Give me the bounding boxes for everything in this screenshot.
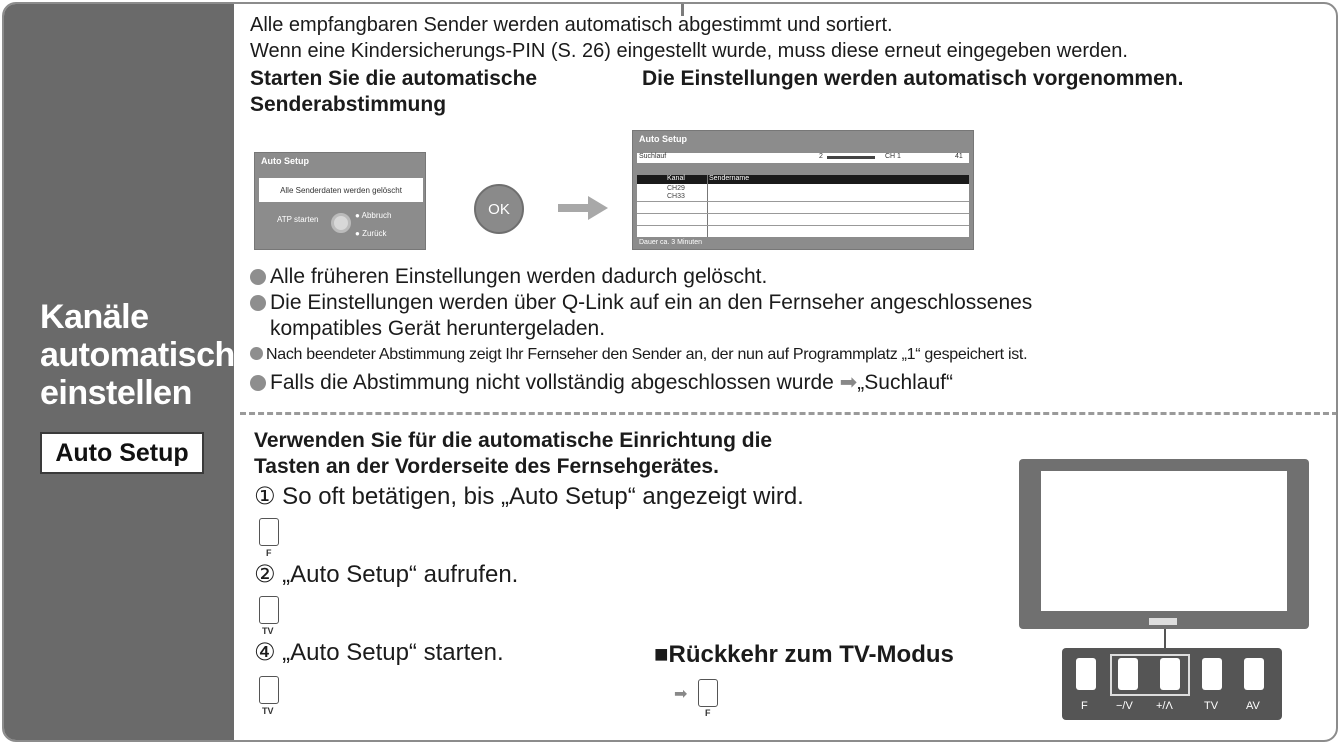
arrow-ref-icon: ➡	[839, 371, 858, 394]
bullet-3: Nach beendeter Abstimmung zeigt Ihr Fernseher den Sender an, der nun auf Programmplatz „1“ gespeichert ist.	[250, 344, 1027, 366]
key-tv-label: TV	[262, 706, 274, 716]
auto-setup-screen-start	[254, 152, 426, 250]
bullet-icon	[250, 347, 263, 360]
section-title: Kanäle automatisch einstellen	[40, 298, 235, 412]
screen-title: Auto Setup	[261, 156, 309, 166]
screen-title: Auto Setup	[639, 134, 687, 144]
channel-table	[637, 175, 969, 237]
bullet-icon	[250, 375, 266, 391]
atp-start-label: ATP starten	[277, 215, 319, 224]
panel-key-tv	[1202, 658, 1222, 690]
sidebar	[4, 4, 234, 740]
panel-key-plus	[1160, 658, 1180, 690]
panel-key-f	[1076, 658, 1096, 690]
duration-label: Dauer ca. 3 Minuten	[639, 239, 703, 246]
front-panel	[1062, 648, 1282, 720]
delete-message: Alle Senderdaten werden gelöscht	[259, 178, 423, 202]
auto-setup-screen-progress	[632, 130, 974, 250]
tv-screen	[1041, 471, 1287, 611]
key-tv-icon	[259, 596, 279, 624]
cancel-label: ● Abbruch	[355, 211, 392, 220]
intro-line-1: Alle empfangbaren Sender werden automatisch abgestimmt und sortiert.	[250, 14, 893, 36]
panel-connector	[1164, 629, 1166, 649]
channel-table-header: Kanal Sendername	[637, 175, 969, 184]
intro-line-2: Wenn eine Kindersicherungs-PIN (S. 26) eingestellt wurde, muss diese erneut eingegeben werden.	[250, 40, 1128, 62]
dpad-icon	[331, 213, 351, 233]
front-keys-heading-1: Verwenden Sie für die automatische Einrichtung die	[254, 429, 773, 452]
bullet-1: Alle früheren Einstellungen werden dadurch gelöscht.	[250, 264, 767, 290]
key-f-icon	[259, 518, 279, 546]
back-label: ● Zurück	[355, 229, 387, 238]
right-arrow-icon	[558, 194, 610, 222]
dashed-divider	[240, 412, 1338, 415]
start-heading-1: Starten Sie die automatische	[250, 67, 538, 90]
key-f-label: F	[705, 708, 711, 718]
bullet-4: Falls die Abstimmung nicht vollständig abgeschlossen wurde ➡„Suchlauf“	[250, 370, 953, 396]
start-heading-2: Senderabstimmung	[250, 93, 447, 116]
step-2-text: ② „Auto Setup“ aufrufen.	[254, 561, 519, 588]
panel-label-plus: +/Λ	[1156, 700, 1173, 712]
channel-rows: CH29 CH33	[667, 185, 685, 200]
auto-setup-tag: Auto Setup	[40, 432, 204, 474]
tv-logo	[1149, 618, 1177, 625]
step-1-text: ① So oft betätigen, bis „Auto Setup“ angezeigt wird.	[254, 483, 804, 510]
key-tv-icon	[259, 676, 279, 704]
search-progress-bar: Suchlauf 2 CH 1 41	[637, 153, 969, 163]
ok-button-icon: OK	[474, 184, 524, 234]
bullet-2: Die Einstellungen werden über Q-Link auf ein an den Fernseher angeschlossenes	[250, 290, 1032, 316]
key-tv-label: TV	[262, 626, 274, 636]
tv-illustration	[1019, 459, 1309, 629]
panel-label-tv: TV	[1204, 700, 1219, 712]
key-f-label: F	[266, 548, 272, 558]
key-f-icon	[698, 679, 718, 707]
return-arrow-icon: ➡	[674, 686, 688, 703]
suchlauf-link[interactable]: „Suchlauf“	[857, 371, 953, 394]
panel-label-minus: −/V	[1116, 700, 1133, 712]
panel-label-av: AV	[1246, 700, 1260, 712]
bullet-icon	[250, 269, 266, 285]
bullet-2-cont: kompatibles Gerät heruntergeladen.	[270, 317, 606, 340]
step-4-text: ④ „Auto Setup“ starten.	[254, 639, 504, 666]
auto-heading: Die Einstellungen werden automatisch vorgenommen.	[642, 67, 1184, 90]
page-frame	[2, 2, 1338, 742]
panel-key-av	[1244, 658, 1264, 690]
return-heading: ■Rückkehr zum TV-Modus	[654, 641, 954, 668]
front-keys-heading-2: Tasten an der Vorderseite des Fernsehgerätes.	[254, 455, 719, 478]
bullet-icon	[250, 295, 266, 311]
panel-key-minus	[1118, 658, 1138, 690]
panel-label-f: F	[1081, 700, 1088, 712]
